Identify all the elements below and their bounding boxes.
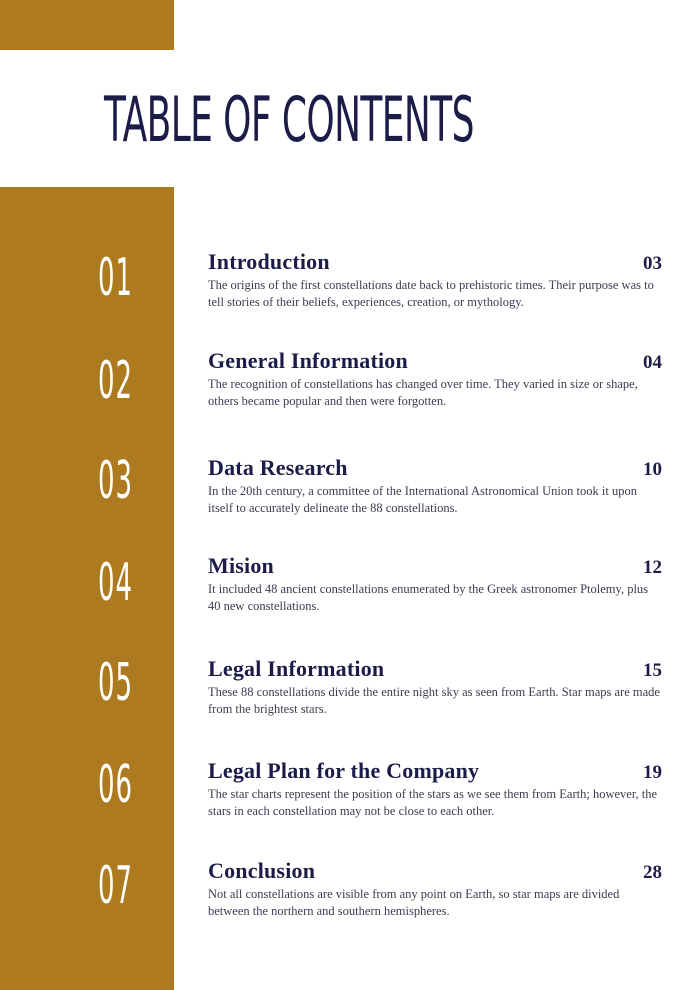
entry-title: Legal Information [208, 656, 385, 681]
toc-entry-introduction[interactable] [208, 249, 662, 311]
toc-entry-data-research[interactable] [208, 455, 662, 517]
entry-title: Mision [208, 553, 274, 578]
toc-entry-general-information[interactable] [208, 348, 662, 410]
toc-entry-legal-information[interactable] [208, 656, 662, 718]
entry-page-number: 19 [643, 762, 662, 783]
section-number-05: 05 [98, 653, 134, 713]
entry-page-number: 10 [643, 459, 662, 480]
entry-page-number: 04 [643, 352, 662, 373]
entry-description: It included 48 ancient constellations enumerated by the Greek astronomer Ptolemy, plus 40 new constellations. [208, 582, 649, 613]
entry-title: Legal Plan for the Company [208, 758, 480, 783]
section-number-06: 06 [98, 755, 134, 815]
toc-entry-conclusion[interactable] [208, 858, 662, 920]
section-number-03: 03 [98, 451, 134, 511]
section-number-02: 02 [98, 351, 134, 411]
entry-description: In the 20th century, a committee of the International Astronomical Union took it upon itself to accurately delineate the 88 constellations. [208, 484, 637, 515]
side-accent-bar [0, 187, 174, 990]
entry-description: Not all constellations are visible from any point on Earth, so star maps are divided between the northern and southern hemispheres. [208, 887, 620, 918]
top-accent-bar [0, 0, 174, 50]
entry-page-number: 28 [643, 862, 662, 883]
section-number-04: 04 [98, 553, 134, 613]
section-number-01: 01 [98, 248, 134, 308]
toc-entry-legal-plan[interactable] [208, 758, 662, 820]
entry-description: These 88 constellations divide the entire night sky as seen from Earth. Star maps are made from the brightest stars. [208, 685, 660, 716]
entry-description: The recognition of constellations has changed over time. They varied in size or shape, others became popular and then were forgotten. [208, 377, 638, 408]
entry-title: Data Research [208, 455, 348, 480]
entry-description: The star charts represent the position of the stars as we see them from Earth; however, the stars in each constellation may not be close to each other. [208, 787, 657, 818]
entry-page-number: 15 [643, 660, 662, 681]
entry-title: Introduction [208, 249, 330, 274]
entry-title: General Information [208, 348, 408, 373]
page-title: TABLE OF CONTENTS [104, 83, 474, 156]
entry-title: Conclusion [208, 858, 316, 883]
entry-description: The origins of the first constellations date back to prehistoric times. Their purpose was to tell stories of their beliefs, experiences, creation, or mythology. [208, 278, 654, 309]
entry-page-number: 12 [643, 557, 662, 578]
entry-page-number: 03 [643, 253, 662, 274]
toc-entry-mision[interactable] [208, 553, 662, 615]
section-number-07: 07 [98, 856, 134, 916]
